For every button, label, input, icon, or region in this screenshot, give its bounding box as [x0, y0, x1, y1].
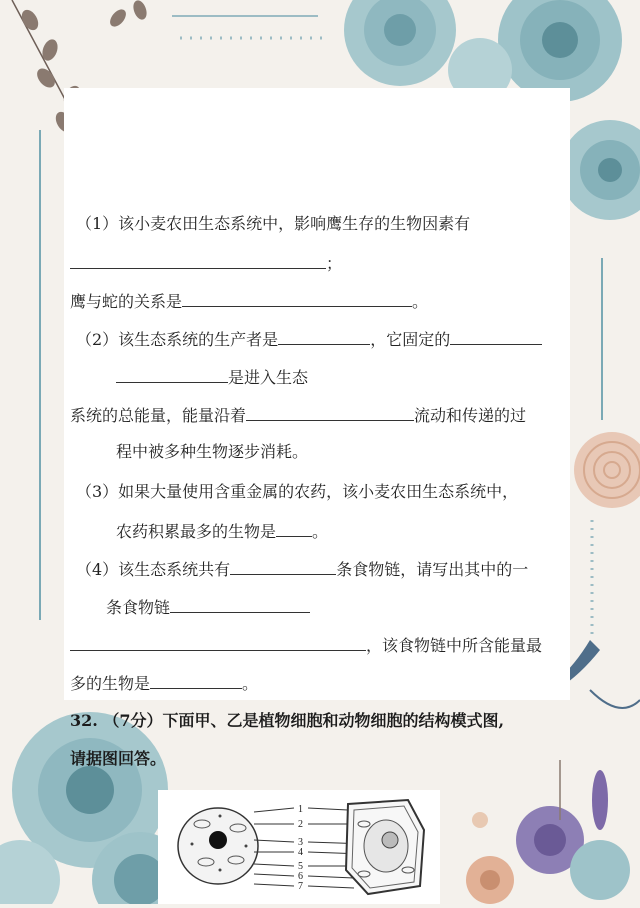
part1-line-b	[70, 252, 342, 274]
eagle-snake-relation-text: 鹰与蛇的关系是	[70, 292, 183, 311]
wood-slice-decoration	[574, 432, 640, 508]
question-32-instruction: 请据图回答。	[70, 749, 167, 768]
answer-blank-food-chain-b[interactable]	[70, 634, 366, 651]
question-32-text: （7分）下面甲、乙是植物细胞和动物细胞的结构模式图,	[103, 711, 505, 730]
answer-blank-energy-path[interactable]	[246, 404, 414, 421]
part4-line-a	[76, 558, 528, 580]
figure-label-1: 1	[298, 804, 303, 815]
part2-line-c	[70, 404, 526, 426]
most-energy-text: ，该食物链中所含能量最	[366, 636, 543, 655]
answer-blank-food-chain-a[interactable]	[170, 596, 310, 613]
part1-line-a	[76, 214, 470, 234]
answer-blank-fixed-energy-b[interactable]	[116, 366, 228, 383]
punctuation: 。	[242, 674, 259, 693]
punctuation: 。	[312, 522, 329, 541]
answer-blank-most-energy[interactable]	[150, 672, 242, 689]
consumption-text: 程中被多种生物逐步消耗。	[116, 442, 309, 461]
part2-line-a	[76, 328, 542, 350]
figure-label-5: 5	[298, 861, 303, 872]
punctuation: ；	[326, 254, 343, 273]
part2-line-d	[116, 442, 308, 462]
flow-text: 流动和传递的过	[414, 406, 527, 425]
part2-line-b	[116, 366, 308, 388]
answer-blank-chain-count[interactable]	[230, 558, 336, 575]
answer-blank-accumulation[interactable]	[276, 520, 312, 537]
food-chain-label: 条食物链	[106, 598, 171, 617]
food-chain-count-text: （4）该生态系统共有	[76, 560, 231, 579]
figure-label-3: 3	[298, 837, 303, 848]
part1-text: （1）该小麦农田生态系统中，影响鹰生存的生物因素有	[76, 214, 471, 233]
part3-line-b	[116, 520, 328, 542]
plant-cell-drawing	[346, 800, 424, 894]
animal-cell-drawing	[178, 808, 258, 884]
write-chain-text: 条食物链，请写出其中的一	[336, 560, 529, 579]
producer-text: （2）该生态系统的生产者是	[76, 330, 279, 349]
cell-structure-figure	[158, 790, 440, 904]
punctuation: 。	[412, 292, 429, 311]
answer-blank-biotic-factors[interactable]	[70, 252, 326, 269]
answer-blank-relation[interactable]	[182, 290, 412, 307]
accumulation-text: 农药积累最多的生物是	[116, 522, 277, 541]
part3-line-a	[76, 482, 518, 502]
total-energy-text: 系统的总能量，能量沿着	[70, 406, 247, 425]
question-number: 32.	[70, 711, 98, 730]
answer-blank-fixed-energy-a[interactable]	[450, 328, 542, 345]
figure-label-6: 6	[298, 871, 303, 882]
fixed-text: ，它固定的	[370, 330, 451, 349]
enter-ecosystem-text: 是进入生态	[228, 368, 309, 387]
pesticide-text: （3）如果大量使用含重金属的农药，该小麦农田生态系统中，	[76, 482, 519, 501]
answer-blank-producer[interactable]	[278, 328, 370, 345]
part1-line-c	[70, 290, 428, 312]
part4-line-b	[106, 596, 310, 618]
figure-label-2: 2	[298, 819, 303, 830]
cell-diagram	[158, 790, 440, 904]
organism-text: 多的生物是	[70, 674, 151, 693]
part4-line-d	[70, 672, 258, 694]
figure-label-7: 7	[298, 881, 303, 892]
part4-line-c	[70, 634, 542, 656]
figure-label-4: 4	[298, 847, 303, 858]
question-32-heading	[70, 708, 504, 731]
